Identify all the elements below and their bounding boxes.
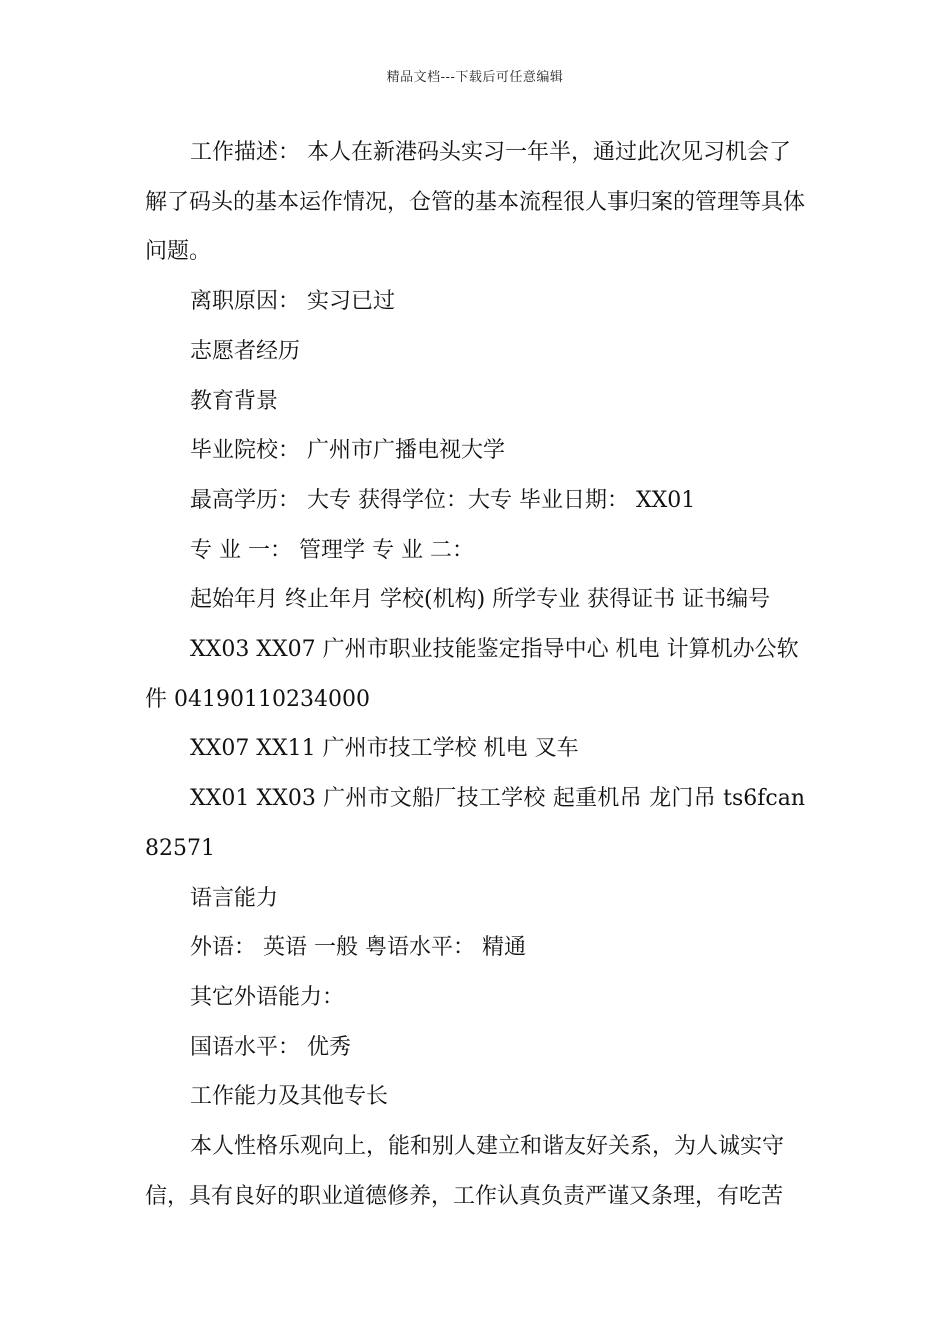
paragraph-self-evaluation: 本人性格乐观向上，能和别人建立和谐友好关系，为人诚实守信，具有良好的职业道德修养，工作认真负责严谨又条理，有吃苦 xyxy=(145,1134,785,1209)
document-body xyxy=(145,128,805,1221)
section-heading-language: 语言能力 xyxy=(190,885,279,911)
paragraph-school: 毕业院校： 广州市广播电视大学 xyxy=(190,438,505,464)
paragraph-education-columns: 起始年月 终止年月 学校(机构) 所学专业 获得证书 证书编号 xyxy=(190,587,771,613)
paragraph-mandarin: 国语水平： 优秀 xyxy=(190,1034,351,1060)
paragraph-major: 专 业 一： 管理学 专 业 二： xyxy=(190,537,474,563)
paragraph-work-description: 工作描述： 本人在新港码头实习一年半，通过此次见习机会了解了码头的基本运作情况，仓管的基本流程很人事归案的管理等具体问题。 xyxy=(145,140,806,265)
section-heading-skills: 工作能力及其他专长 xyxy=(190,1084,389,1110)
paragraph-education-row-2: XX07 XX11 广州市技工学校 机电 叉车 xyxy=(190,736,579,762)
paragraph-leave-reason: 离职原因： 实习已过 xyxy=(190,289,395,315)
paragraph-education-row-3: XX01 XX03 广州市文船厂技工学校 起重机吊 龙门吊 ts6fcan82571 xyxy=(145,786,805,861)
paragraph-other-language: 其它外语能力： xyxy=(190,984,345,1010)
page-header: 精品文档---下载后可任意编辑 xyxy=(386,70,564,85)
paragraph-degree: 最高学历： 大专 获得学位：大专 毕业日期： XX01 xyxy=(190,487,696,513)
paragraph-foreign-language: 外语： 英语 一般 粤语水平： 精通 xyxy=(190,935,526,961)
section-heading-volunteer: 志愿者经历 xyxy=(190,338,301,364)
paragraph-education-row-1: XX03 XX07 广州市职业技能鉴定指导中心 机电 计算机办公软件 04190110234000 xyxy=(145,637,799,712)
section-heading-education: 教育背景 xyxy=(190,388,279,414)
